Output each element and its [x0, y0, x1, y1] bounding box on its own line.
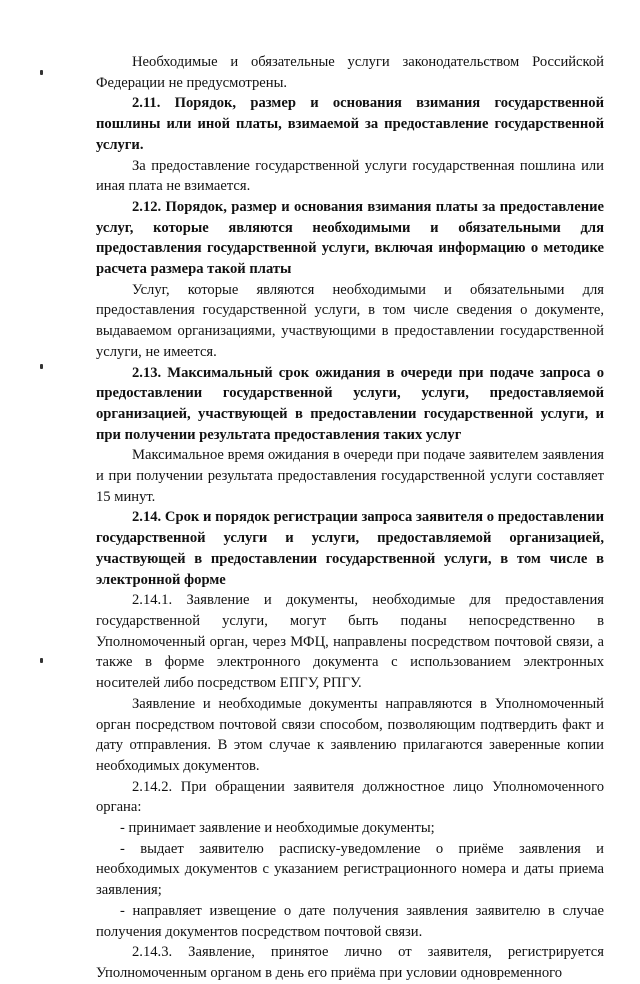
body-paragraph: Заявление и необходимые документы направляются в Уполномоченный орган посредством почтовой связи способом, позволяющим подтвердить факт и дату отправления. В этом случае к заявлению прилагаются заверенные копии необходимых документов. [96, 695, 604, 774]
body-paragraph: Необходимые и обязательные услуги законодательством Российской Федерации не предусмотрены. [96, 54, 604, 91]
document-page [96, 52, 604, 984]
section-heading: 2.11. Порядок, размер и основания взимания государственной пошлины или иной платы, взимаемой за предоставление государственной услуги. [96, 95, 604, 153]
section-heading: 2.12. Порядок, размер и основания взимания платы за предоставление услуг, которые являются необходимыми и обязательными для предоставления государственной услуги, включая информацию о методике расчета размера такой платы [96, 198, 604, 278]
body-paragraph: Максимальное время ожидания в очереди при подаче заявителем заявления и при получении результата предоставления государственной услуги составляет 15 минут. [96, 447, 604, 505]
section-heading: 2.13. Максимальный срок ожидания в очереди при подаче запроса о предоставлении государственной услуги, услуги, предоставляемой организацией, участвующей в предоставлении государственной услуги, и при получении результата предоставления таких услуг [96, 364, 604, 443]
binding-hole-mark [40, 70, 43, 75]
body-paragraph: 2.14.3. Заявление, принятое лично от заявителя, регистрируется Уполномоченным органом в день его приёма при условии одновременного [96, 944, 604, 981]
binding-hole-mark [40, 364, 43, 369]
body-paragraph: Услуг, которые являются необходимыми и обязательными для предоставления государственной услуги, в том числе сведения о документе, выдаваемом организациями, участвующими в предоставлении государственной услуги, не имеется. [96, 281, 604, 360]
section-heading: 2.14. Срок и порядок регистрации запроса заявителя о предоставлении государственной услуги и услуги, предоставляемой организацией, участвующей в предоставлении государственной услуги, в том числе в электронной форме [96, 509, 604, 588]
body-paragraph: За предоставление государственной услуги государственная пошлина или иная плата не взимается. [96, 157, 604, 195]
binding-hole-mark [40, 658, 43, 663]
body-paragraph: - выдает заявителю расписку-уведомление о приёме заявления и необходимых документов с указанием регистрационного номера и даты приема заявления; [96, 840, 604, 899]
body-paragraph: 2.14.2. При обращении заявителя должностное лицо Уполномоченного органа: [96, 778, 604, 816]
body-paragraph: 2.14.1. Заявление и документы, необходимые для предоставления государственной услуги, могут быть поданы непосредственно в Уполномоченный орган, через МФЦ, направлены посредством почтовой связи, а также в форме электронного документа с использованием электронных носителей либо посредством ЕПГУ, РПГУ. [96, 592, 604, 692]
body-paragraph: - принимает заявление и необходимые документы; [120, 820, 435, 837]
body-paragraph: - направляет извещение о дате получения заявления заявителю в случае получения документов посредством почтовой связи. [96, 902, 604, 940]
